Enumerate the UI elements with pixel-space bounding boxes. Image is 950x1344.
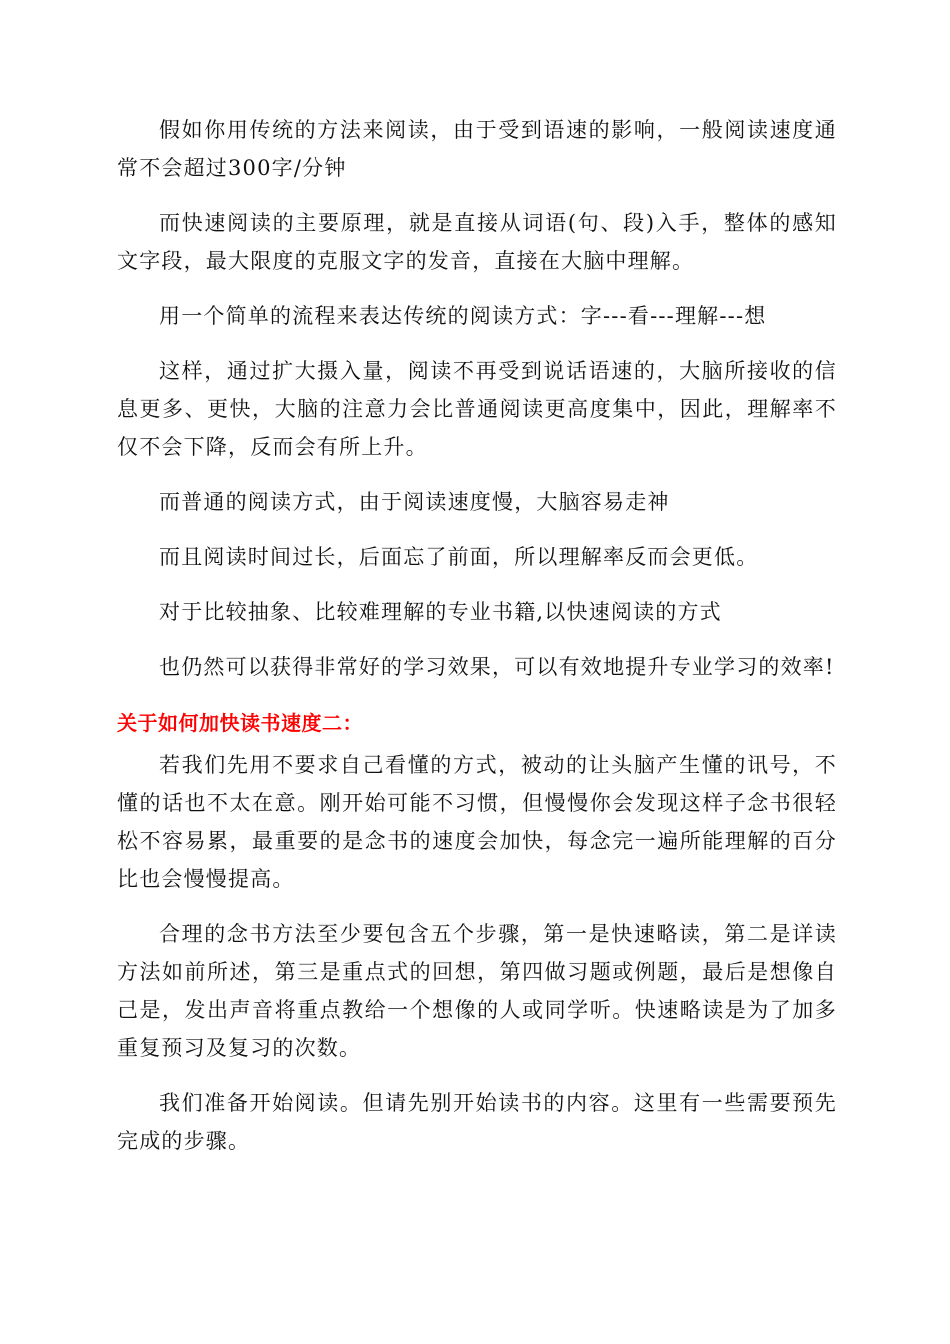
- paragraph-long-reading-time: 而且阅读时间过长，后面忘了前面，所以理解率反而会更低。: [159, 545, 759, 569]
- paragraph-reading-speed: 假如你用传统的方法来阅读，由于受到语速的影响，一般阅读速度通常不会超过300字/分钟: [117, 118, 837, 180]
- section-heading: 关于如何加快读书速度二：: [117, 711, 363, 735]
- paragraph-fast-reading-principle: 而快速阅读的主要原理，就是直接从词语(句、段)入手，整体的感知文字段，最大限度的克服文字的发音，直接在大脑中理解。: [117, 211, 837, 273]
- paragraph-expanded-intake: 这样，通过扩大摄入量，阅读不再受到说话语速的，大脑所接收的信息更多、更快，大脑的注意力会比普通阅读更高度集中，因此，理解率不仅不会下降，反而会有所上升。: [117, 359, 837, 459]
- paragraph-abstract-books: 对于比较抽象、比较难理解的专业书籍,以快速阅读的方式: [159, 600, 722, 624]
- paragraph-normal-reading: 而普通的阅读方式，由于阅读速度慢，大脑容易走神: [159, 490, 670, 514]
- document-body: [117, 111, 837, 1177]
- paragraph-five-steps: 合理的念书方法至少要包含五个步骤，第一是快速略读，第二是详读方法如前所述，第三是重点式的回想，第四做习题或例题，最后是想像自己是，发出声音将重点教给一个想像的人或同学听。快速略读是为了加多重复预习及复习的次数。: [117, 922, 837, 1060]
- paragraph-passive-reading: 若我们先用不要求自己看懂的方式，被动的让头脑产生懂的讯号，不懂的话也不太在意。刚开始可能不习惯，但慢慢你会发现这样子念书很轻松不容易累，最重要的是念书的速度会加快，每念完一遍所能理解的百分比也会慢慢提高。: [117, 753, 837, 891]
- paragraph-traditional-flow: 用一个简单的流程来表达传统的阅读方式：字---看---理解---想: [159, 304, 767, 328]
- paragraph-prepare-reading: 我们准备开始阅读。但请先别开始读书的内容。这里有一些需要预先完成的步骤。: [117, 1091, 837, 1153]
- paragraph-learning-effect: 也仍然可以获得非常好的学习效果，可以有效地提升专业学习的效率!: [159, 655, 835, 679]
